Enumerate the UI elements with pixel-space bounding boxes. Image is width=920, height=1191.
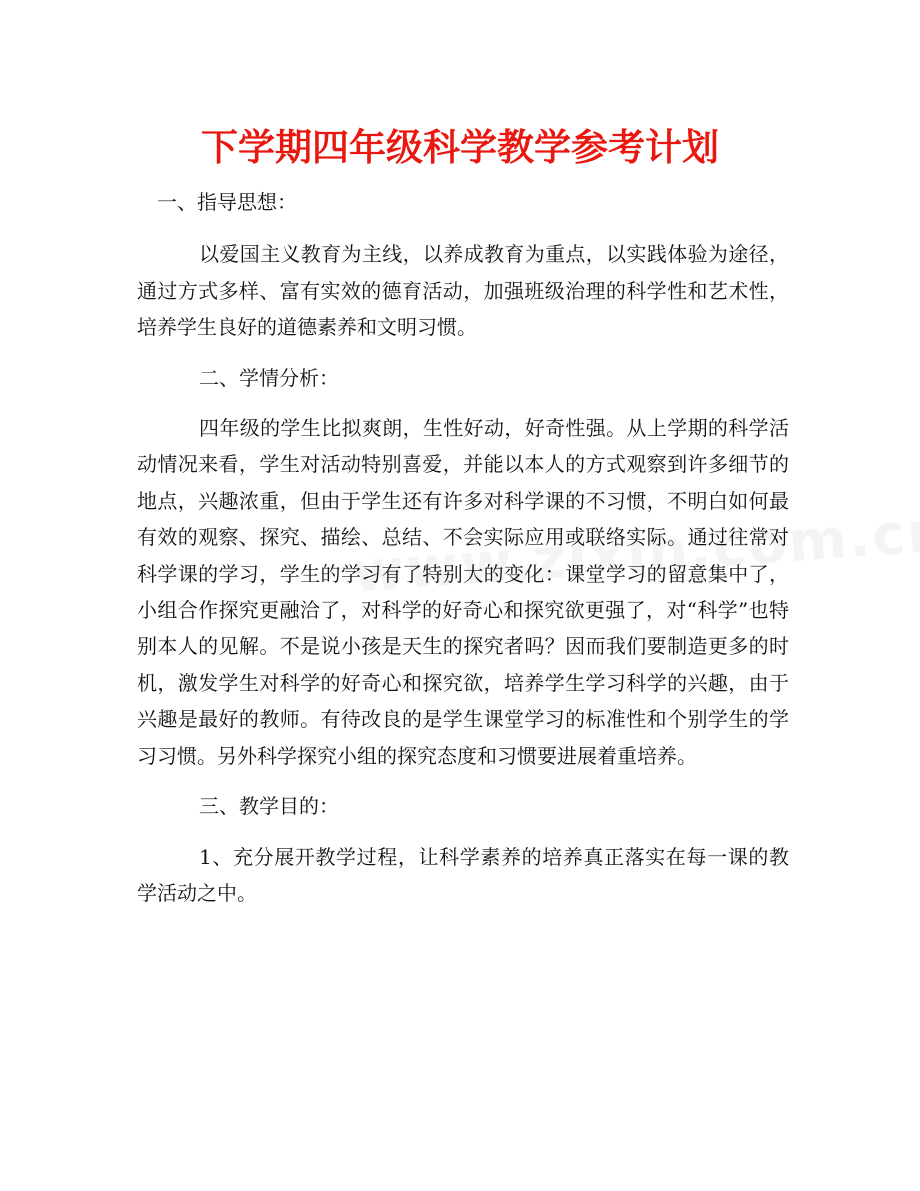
section-heading-guiding-ideology: 一、指导思想： <box>157 190 297 214</box>
document-body <box>137 184 789 911</box>
document-title: 下学期四年级科学教学参考计划 <box>201 126 719 169</box>
paragraph-teaching-goal-1: 1、充分展开教学过程，让科学素养的培养真正落实在每一课的教学活动之中。 <box>137 844 789 905</box>
section-heading-teaching-goals: 三、教学目的： <box>199 794 339 819</box>
paragraph-guiding-ideology: 以爱国主义教育为主线，以养成教育为重点，以实践体验为途径，通过方式多样、富有实效的德育活动，加强班级治理的科学性和艺术性，培养学生良好的道德素养和文明习惯。 <box>137 242 789 340</box>
paragraph-student-analysis: 四年级的学生比拟爽朗，生性好动，好奇性强。从上学期的科学活动情况来看，学生对活动特别喜爱，并能以本人的方式观察到许多细节的地点，兴趣浓重，但由于学生还有许多对科学课的不习惯，不明白如何最有效的观察、探究、描绘、总结、不会实际应用或联络实际。通过往常对科学课的学习，学生的学习有了特别大的变化：课堂学习的留意集中了，小组合作探究更融洽了，对科学的好奇心和探究欲更强了，对“科学”也特别本人的见解。不是说小孩是天生的探究者吗？因而我们要制造更多的时机，激发学生对科学的好奇心和探究欲，培养学生学习科学的兴趣，由于兴趣是最好的教师。有待改良的是学生课堂学习的标准性和个别学生的学习习惯。另外科学探究小组的探究态度和习惯要进展着重培养。 <box>137 416 789 768</box>
section-heading-student-analysis: 二、学情分析： <box>199 365 339 390</box>
